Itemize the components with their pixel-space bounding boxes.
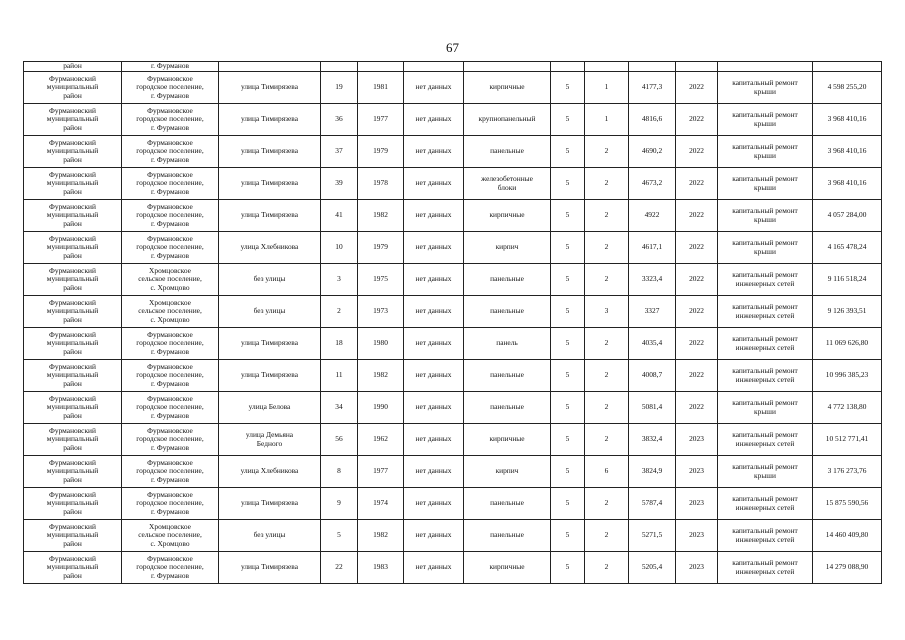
cell-district: Фурмановский муниципальный район [24, 104, 122, 136]
cell-settlement: Фурмановское городское поселение, г. Фурманов [122, 456, 219, 488]
cell-repair-type: капитальный ремонт крыши [718, 168, 813, 200]
cell-wall-material: крупнопанельный [464, 104, 551, 136]
cell-data-status: нет данных [404, 424, 464, 456]
cell-settlement: г. Фурманов [122, 62, 219, 72]
cell-wall-material: панельные [464, 360, 551, 392]
cell-wall-material: железобетонные блоки [464, 168, 551, 200]
cell-settlement: Хромцовское сельское поселение, с. Хромцово [122, 520, 219, 552]
cell-house-number: 37 [321, 136, 358, 168]
cell-data-status: нет данных [404, 136, 464, 168]
cell-house-number: 5 [321, 520, 358, 552]
cell-repair-year: 2022 [676, 360, 718, 392]
cell-street: улица Тимирязева [219, 168, 321, 200]
cell-cost: 14 279 088,90 [813, 552, 882, 584]
cell-wall-material: кирпич [464, 456, 551, 488]
cell-floors: 5 [551, 264, 585, 296]
cell-settlement: Фурмановское городское поселение, г. Фурманов [122, 232, 219, 264]
cell-data-status: нет данных [404, 520, 464, 552]
cell-data-status: нет данных [404, 232, 464, 264]
cell-area: 4617,1 [629, 232, 676, 264]
cell-street: улица Тимирязева [219, 552, 321, 584]
continued-row [24, 62, 882, 72]
cell-floors: 5 [551, 328, 585, 360]
cell-wall-material: панельные [464, 264, 551, 296]
cell-district: Фурмановский муниципальный район [24, 392, 122, 424]
cell-district: Фурмановский муниципальный район [24, 296, 122, 328]
cell-house-number: 8 [321, 456, 358, 488]
cell-street: улица Тимирязева [219, 360, 321, 392]
table-row [24, 136, 882, 168]
cell-entrances: 6 [585, 456, 629, 488]
cell-cost: 14 460 409,80 [813, 520, 882, 552]
cell-data-status: нет данных [404, 488, 464, 520]
cell-wall-material: панельные [464, 296, 551, 328]
cell-wall-material: кирпичные [464, 424, 551, 456]
cell-settlement: Фурмановское городское поселение, г. Фурманов [122, 488, 219, 520]
cell-repair-type: капитальный ремонт инженерных сетей [718, 552, 813, 584]
cell-repair-year: 2022 [676, 392, 718, 424]
cell-house-number: 22 [321, 552, 358, 584]
cell-wall-material: панельные [464, 392, 551, 424]
cell-repair-year: 2022 [676, 168, 718, 200]
cell-repair-type: капитальный ремонт крыши [718, 72, 813, 104]
table-row [24, 552, 882, 584]
cell-street: улица Белова [219, 392, 321, 424]
cell-area: 3832,4 [629, 424, 676, 456]
cell-area: 4673,2 [629, 168, 676, 200]
cell-area: 5205,4 [629, 552, 676, 584]
table-body [24, 62, 882, 584]
cell-floors: 5 [551, 456, 585, 488]
cell-repair-year: 2022 [676, 136, 718, 168]
cell-street [219, 62, 321, 72]
cell-repair-year: 2022 [676, 264, 718, 296]
cell-repair-type: капитальный ремонт крыши [718, 136, 813, 168]
cell-cost: 9 126 393,51 [813, 296, 882, 328]
cell-repair-year: 2022 [676, 328, 718, 360]
cell-floors: 5 [551, 392, 585, 424]
cell-cost: 11 069 626,80 [813, 328, 882, 360]
cell-district: Фурмановский муниципальный район [24, 552, 122, 584]
cell-floors: 5 [551, 200, 585, 232]
repair-register-table [23, 61, 882, 584]
cell-floors: 5 [551, 360, 585, 392]
cell-floors: 5 [551, 488, 585, 520]
cell-street: улица Хлебникова [219, 456, 321, 488]
cell-cost [813, 62, 882, 72]
cell-cost: 10 996 385,23 [813, 360, 882, 392]
cell-entrances: 2 [585, 360, 629, 392]
table-row [24, 392, 882, 424]
cell-floors: 5 [551, 136, 585, 168]
cell-settlement: Фурмановское городское поселение, г. Фурманов [122, 328, 219, 360]
cell-street: улица Демьяна Бедного [219, 424, 321, 456]
cell-area: 5081,4 [629, 392, 676, 424]
cell-data-status: нет данных [404, 328, 464, 360]
cell-street: улица Тимирязева [219, 488, 321, 520]
cell-floors: 5 [551, 104, 585, 136]
cell-data-status: нет данных [404, 552, 464, 584]
cell-house-number: 34 [321, 392, 358, 424]
cell-area: 3824,9 [629, 456, 676, 488]
cell-floors [551, 62, 585, 72]
cell-wall-material: кирпичные [464, 200, 551, 232]
cell-cost: 3 968 410,16 [813, 136, 882, 168]
cell-district: Фурмановский муниципальный район [24, 488, 122, 520]
cell-repair-year: 2023 [676, 488, 718, 520]
cell-floors: 5 [551, 520, 585, 552]
cell-settlement: Хромцовское сельское поселение, с. Хромцово [122, 296, 219, 328]
table-row [24, 168, 882, 200]
table-row [24, 232, 882, 264]
cell-area: 4922 [629, 200, 676, 232]
cell-cost: 3 176 273,76 [813, 456, 882, 488]
cell-street: улица Тимирязева [219, 72, 321, 104]
cell-settlement: Фурмановское городское поселение, г. Фурманов [122, 552, 219, 584]
table-row [24, 200, 882, 232]
cell-repair-type [718, 62, 813, 72]
cell-year-built: 1981 [358, 72, 404, 104]
cell-repair-year: 2023 [676, 456, 718, 488]
cell-year-built: 1975 [358, 264, 404, 296]
cell-street: улица Тимирязева [219, 200, 321, 232]
cell-settlement: Фурмановское городское поселение, г. Фурманов [122, 392, 219, 424]
table-row [24, 328, 882, 360]
cell-house-number: 18 [321, 328, 358, 360]
cell-area: 3323,4 [629, 264, 676, 296]
cell-street: улица Тимирязева [219, 136, 321, 168]
cell-cost: 4 772 138,80 [813, 392, 882, 424]
table-row [24, 456, 882, 488]
cell-data-status: нет данных [404, 264, 464, 296]
cell-house-number: 11 [321, 360, 358, 392]
cell-cost: 9 116 518,24 [813, 264, 882, 296]
cell-data-status: нет данных [404, 360, 464, 392]
table-row [24, 488, 882, 520]
cell-area: 4008,7 [629, 360, 676, 392]
cell-entrances [585, 62, 629, 72]
cell-year-built: 1962 [358, 424, 404, 456]
cell-street: без улицы [219, 520, 321, 552]
cell-floors: 5 [551, 72, 585, 104]
cell-settlement: Фурмановское городское поселение, г. Фурманов [122, 104, 219, 136]
cell-house-number: 39 [321, 168, 358, 200]
cell-house-number: 19 [321, 72, 358, 104]
cell-settlement: Хромцовское сельское поселение, с. Хромцово [122, 264, 219, 296]
cell-district: Фурмановский муниципальный район [24, 520, 122, 552]
cell-wall-material: кирпич [464, 232, 551, 264]
cell-area: 4035,4 [629, 328, 676, 360]
cell-repair-type: капитальный ремонт инженерных сетей [718, 424, 813, 456]
cell-street: без улицы [219, 296, 321, 328]
cell-district: Фурмановский муниципальный район [24, 72, 122, 104]
cell-cost: 4 598 255,20 [813, 72, 882, 104]
cell-year-built: 1977 [358, 456, 404, 488]
cell-floors: 5 [551, 552, 585, 584]
cell-repair-year: 2023 [676, 520, 718, 552]
cell-repair-type: капитальный ремонт крыши [718, 232, 813, 264]
cell-cost: 15 875 590,56 [813, 488, 882, 520]
cell-district: Фурмановский муниципальный район [24, 168, 122, 200]
cell-floors: 5 [551, 168, 585, 200]
cell-repair-year: 2022 [676, 232, 718, 264]
cell-repair-type: капитальный ремонт инженерных сетей [718, 328, 813, 360]
cell-wall-material: панельные [464, 520, 551, 552]
cell-year-built [358, 62, 404, 72]
cell-repair-year: 2022 [676, 104, 718, 136]
cell-repair-type: капитальный ремонт инженерных сетей [718, 520, 813, 552]
table-row [24, 296, 882, 328]
cell-area: 4177,3 [629, 72, 676, 104]
cell-data-status: нет данных [404, 72, 464, 104]
cell-repair-type: капитальный ремонт инженерных сетей [718, 488, 813, 520]
cell-wall-material: кирпичные [464, 552, 551, 584]
cell-entrances: 1 [585, 104, 629, 136]
cell-repair-type: капитальный ремонт крыши [718, 456, 813, 488]
cell-district: Фурмановский муниципальный район [24, 456, 122, 488]
cell-cost: 3 968 410,16 [813, 168, 882, 200]
cell-data-status: нет данных [404, 200, 464, 232]
cell-year-built: 1974 [358, 488, 404, 520]
cell-floors: 5 [551, 424, 585, 456]
table-row [24, 520, 882, 552]
cell-entrances: 2 [585, 520, 629, 552]
cell-house-number: 41 [321, 200, 358, 232]
cell-cost: 3 968 410,16 [813, 104, 882, 136]
cell-district: Фурмановский муниципальный район [24, 200, 122, 232]
cell-year-built: 1978 [358, 168, 404, 200]
cell-repair-type: капитальный ремонт крыши [718, 104, 813, 136]
cell-entrances: 2 [585, 264, 629, 296]
cell-street: без улицы [219, 264, 321, 296]
cell-street: улица Хлебникова [219, 232, 321, 264]
cell-area: 5787,4 [629, 488, 676, 520]
cell-year-built: 1979 [358, 136, 404, 168]
cell-repair-year: 2022 [676, 296, 718, 328]
table-row [24, 104, 882, 136]
cell-data-status: нет данных [404, 168, 464, 200]
cell-street: улица Тимирязева [219, 104, 321, 136]
cell-wall-material: панельные [464, 136, 551, 168]
cell-data-status: нет данных [404, 456, 464, 488]
cell-area: 4690,2 [629, 136, 676, 168]
cell-repair-type: капитальный ремонт инженерных сетей [718, 264, 813, 296]
table-row [24, 424, 882, 456]
cell-data-status: нет данных [404, 296, 464, 328]
cell-house-number: 2 [321, 296, 358, 328]
cell-district: район [24, 62, 122, 72]
cell-district: Фурмановский муниципальный район [24, 424, 122, 456]
cell-entrances: 2 [585, 168, 629, 200]
cell-data-status: нет данных [404, 104, 464, 136]
cell-entrances: 2 [585, 392, 629, 424]
cell-settlement: Фурмановское городское поселение, г. Фурманов [122, 168, 219, 200]
cell-house-number [321, 62, 358, 72]
cell-year-built: 1990 [358, 392, 404, 424]
cell-house-number: 9 [321, 488, 358, 520]
table-row [24, 72, 882, 104]
cell-repair-year [676, 62, 718, 72]
page-number: 67 [446, 40, 459, 55]
cell-entrances: 2 [585, 552, 629, 584]
cell-data-status: нет данных [404, 392, 464, 424]
cell-settlement: Фурмановское городское поселение, г. Фурманов [122, 360, 219, 392]
cell-repair-type: капитальный ремонт крыши [718, 200, 813, 232]
cell-district: Фурмановский муниципальный район [24, 328, 122, 360]
cell-area: 4816,6 [629, 104, 676, 136]
cell-entrances: 1 [585, 72, 629, 104]
cell-repair-type: капитальный ремонт крыши [718, 392, 813, 424]
cell-repair-year: 2023 [676, 424, 718, 456]
cell-year-built: 1977 [358, 104, 404, 136]
cell-house-number: 36 [321, 104, 358, 136]
cell-wall-material [464, 62, 551, 72]
cell-settlement: Фурмановское городское поселение, г. Фурманов [122, 200, 219, 232]
cell-floors: 5 [551, 232, 585, 264]
cell-year-built: 1982 [358, 520, 404, 552]
cell-district: Фурмановский муниципальный район [24, 264, 122, 296]
cell-district: Фурмановский муниципальный район [24, 360, 122, 392]
cell-entrances: 2 [585, 136, 629, 168]
cell-area: 5271,5 [629, 520, 676, 552]
cell-cost: 4 165 478,24 [813, 232, 882, 264]
table-row [24, 360, 882, 392]
cell-entrances: 3 [585, 296, 629, 328]
cell-street: улица Тимирязева [219, 328, 321, 360]
cell-repair-year: 2022 [676, 72, 718, 104]
cell-data-status [404, 62, 464, 72]
cell-year-built: 1973 [358, 296, 404, 328]
cell-year-built: 1982 [358, 200, 404, 232]
cell-house-number: 3 [321, 264, 358, 296]
cell-house-number: 56 [321, 424, 358, 456]
table-row [24, 264, 882, 296]
cell-entrances: 2 [585, 232, 629, 264]
cell-year-built: 1983 [358, 552, 404, 584]
cell-area [629, 62, 676, 72]
cell-cost: 4 057 284,00 [813, 200, 882, 232]
cell-entrances: 2 [585, 200, 629, 232]
cell-year-built: 1982 [358, 360, 404, 392]
cell-house-number: 10 [321, 232, 358, 264]
cell-year-built: 1979 [358, 232, 404, 264]
cell-year-built: 1980 [358, 328, 404, 360]
cell-entrances: 2 [585, 328, 629, 360]
cell-wall-material: панельные [464, 488, 551, 520]
cell-settlement: Фурмановское городское поселение, г. Фурманов [122, 424, 219, 456]
cell-entrances: 2 [585, 488, 629, 520]
cell-wall-material: панель [464, 328, 551, 360]
cell-repair-year: 2022 [676, 200, 718, 232]
cell-wall-material: кирпичные [464, 72, 551, 104]
cell-area: 3327 [629, 296, 676, 328]
cell-repair-type: капитальный ремонт инженерных сетей [718, 296, 813, 328]
cell-district: Фурмановский муниципальный район [24, 232, 122, 264]
cell-floors: 5 [551, 296, 585, 328]
cell-cost: 10 512 771,41 [813, 424, 882, 456]
cell-district: Фурмановский муниципальный район [24, 136, 122, 168]
cell-settlement: Фурмановское городское поселение, г. Фурманов [122, 72, 219, 104]
cell-repair-year: 2023 [676, 552, 718, 584]
cell-repair-type: капитальный ремонт инженерных сетей [718, 360, 813, 392]
cell-settlement: Фурмановское городское поселение, г. Фурманов [122, 136, 219, 168]
cell-entrances: 2 [585, 424, 629, 456]
